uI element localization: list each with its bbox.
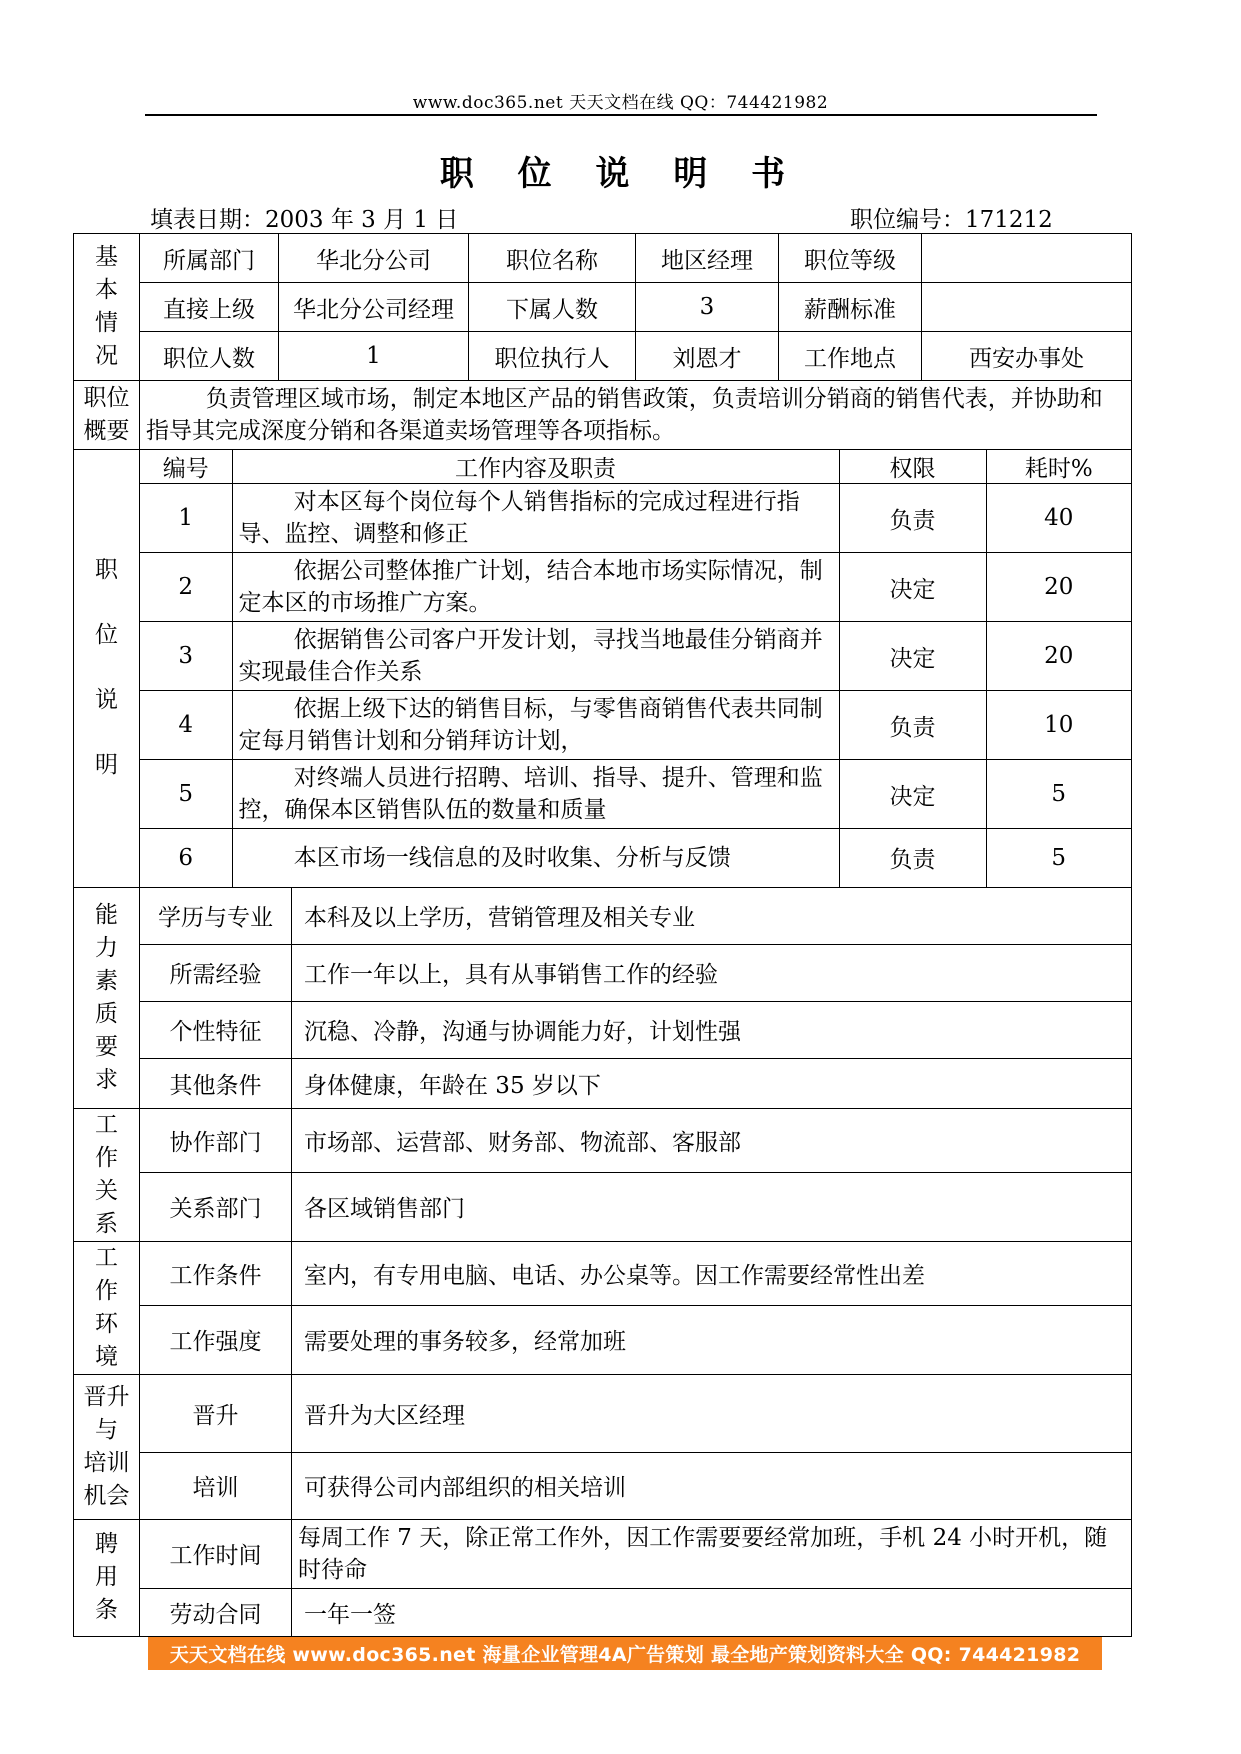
duty-authority: 决定 xyxy=(839,760,986,829)
duty-time: 5 xyxy=(986,760,1131,829)
basic-value-title: 地区经理 xyxy=(636,234,779,283)
ability-value: 沉稳、冷静，沟通与协调能力好，计划性强 xyxy=(292,1001,1132,1058)
environment-label: 工作条件 xyxy=(140,1241,292,1306)
ability-section-label: 能 力 素 质 要 求 xyxy=(74,887,140,1108)
ability-value: 身体健康，年龄在 35 岁以下 xyxy=(292,1058,1132,1108)
duty-content: 对终端人员进行招聘、培训、指导、提升、管理和监控，确保本区销售队伍的数量和质量 xyxy=(232,760,839,829)
environment-value: 需要处理的事务较多，经常加班 xyxy=(292,1306,1132,1374)
duty-content: 对本区每个岗位每个人销售指标的完成过程进行指导、监控、调整和修正 xyxy=(232,484,839,553)
position-code: 职位编号：171212 xyxy=(850,207,1053,233)
duties-table xyxy=(140,450,1131,887)
basic-label-executor: 职位执行人 xyxy=(469,332,636,381)
ability-value: 本科及以上学历，营销管理及相关专业 xyxy=(292,887,1132,944)
basic-label-location: 工作地点 xyxy=(779,332,922,381)
duty-row xyxy=(140,829,1131,887)
employment-label: 劳动合同 xyxy=(140,1588,292,1636)
duty-content: 依据公司整体推广计划，结合本地市场实际情况，制定本区的市场推广方案。 xyxy=(232,553,839,622)
duty-row xyxy=(140,691,1131,760)
duty-no: 1 xyxy=(140,484,232,553)
basic-value-superior: 华北分公司经理 xyxy=(279,283,469,332)
environment-value: 室内，有专用电脑、电话、办公桌等。因工作需要经常性出差 xyxy=(292,1241,1132,1306)
duty-authority: 负责 xyxy=(839,691,986,760)
duty-no: 6 xyxy=(140,829,232,887)
basic-value-executor: 刘恩才 xyxy=(636,332,779,381)
duty-time: 10 xyxy=(986,691,1131,760)
basic-value-location: 西安办事处 xyxy=(922,332,1132,381)
duty-no: 4 xyxy=(140,691,232,760)
promotion-section-label: 晋升 与 培训 机会 xyxy=(74,1374,140,1519)
promotion-label: 晋升 xyxy=(140,1374,292,1452)
basic-value-grade xyxy=(922,234,1132,283)
duties-header-content: 工作内容及职责 xyxy=(232,450,839,484)
duty-content: 本区市场一线信息的及时收集、分析与反馈 xyxy=(232,829,839,887)
employment-value: 一年一签 xyxy=(292,1588,1132,1636)
duty-row xyxy=(140,622,1131,691)
ability-label: 所需经验 xyxy=(140,944,292,1001)
duty-authority: 决定 xyxy=(839,622,986,691)
promotion-value: 可获得公司内部组织的相关培训 xyxy=(292,1452,1132,1519)
duty-no: 2 xyxy=(140,553,232,622)
duties-header-time: 耗时% xyxy=(986,450,1131,484)
duty-row xyxy=(140,484,1131,553)
ability-label: 个性特征 xyxy=(140,1001,292,1058)
basic-label-title: 职位名称 xyxy=(469,234,636,283)
duty-authority: 负责 xyxy=(839,484,986,553)
duty-time: 40 xyxy=(986,484,1131,553)
basic-label-superior: 直接上级 xyxy=(140,283,279,332)
basic-value-headcount: 1 xyxy=(279,332,469,381)
ability-label: 其他条件 xyxy=(140,1058,292,1108)
duty-no: 5 xyxy=(140,760,232,829)
summary-section-label: 职位 概要 xyxy=(74,381,140,450)
duty-authority: 决定 xyxy=(839,553,986,622)
ability-value: 工作一年以上，具有从事销售工作的经验 xyxy=(292,944,1132,1001)
document-title: 职 位 说 明 书 xyxy=(439,154,802,194)
duty-time: 20 xyxy=(986,553,1131,622)
employment-label: 工作时间 xyxy=(140,1519,292,1588)
basic-label-headcount: 职位人数 xyxy=(140,332,279,381)
footer-ad-banner[interactable]: 天天文档在线 www.doc365.net 海量企业管理4A广告策划 最全地产策划资料大全 QQ: 744421982 xyxy=(148,1637,1102,1670)
duties-section-label: 职 位 说 明 xyxy=(74,450,140,888)
duties-header-authority: 权限 xyxy=(839,450,986,484)
relations-label: 关系部门 xyxy=(140,1173,292,1241)
duty-time: 5 xyxy=(986,829,1131,887)
fill-date: 填表日期：2003 年 3 月 1 日 xyxy=(150,207,459,233)
ability-label: 学历与专业 xyxy=(140,887,292,944)
relations-section-label: 工 作 关 系 xyxy=(74,1108,140,1241)
duty-row xyxy=(140,553,1131,622)
basic-label-dept: 所属部门 xyxy=(140,234,279,283)
header-divider xyxy=(145,114,1097,116)
promotion-label: 培训 xyxy=(140,1452,292,1519)
summary-text: 负责管理区域市场，制定本地区产品的销售政策，负责培训分销商的销售代表，并协助和指导其完成深度分销和各渠道卖场管理等各项指标。 xyxy=(140,381,1132,450)
duty-time: 20 xyxy=(986,622,1131,691)
employment-section-label: 聘 用 条 xyxy=(74,1519,140,1636)
basic-label-salary: 薪酬标准 xyxy=(779,283,922,332)
duty-row xyxy=(140,760,1131,829)
duty-no: 3 xyxy=(140,622,232,691)
basic-value-subordinates: 3 xyxy=(636,283,779,332)
promotion-value: 晋升为大区经理 xyxy=(292,1374,1132,1452)
relations-value: 市场部、运营部、财务部、物流部、客服部 xyxy=(292,1108,1132,1173)
duty-content: 依据销售公司客户开发计划，寻找当地最佳分销商并实现最佳合作关系 xyxy=(232,622,839,691)
page-header: www.doc365.net 天天文档在线 QQ：744421982 xyxy=(412,93,829,113)
basic-value-dept: 华北分公司 xyxy=(279,234,469,283)
duties-header-no: 编号 xyxy=(140,450,232,484)
job-description-table xyxy=(73,233,1132,1637)
duty-authority: 负责 xyxy=(839,829,986,887)
relations-value: 各区域销售部门 xyxy=(292,1173,1132,1241)
employment-value: 每周工作 7 天，除正常工作外，因工作需要要经常加班，手机 24 小时开机，随时待命 xyxy=(292,1519,1132,1588)
basic-value-salary xyxy=(922,283,1132,332)
basic-label-subordinates: 下属人数 xyxy=(469,283,636,332)
basic-section-label: 基 本 情 况 xyxy=(74,234,140,381)
environment-label: 工作强度 xyxy=(140,1306,292,1374)
basic-label-grade: 职位等级 xyxy=(779,234,922,283)
duty-content: 依据上级下达的销售目标，与零售商销售代表共同制定每月销售计划和分销拜访计划， xyxy=(232,691,839,760)
environment-section-label: 工 作 环 境 xyxy=(74,1241,140,1374)
relations-label: 协作部门 xyxy=(140,1108,292,1173)
